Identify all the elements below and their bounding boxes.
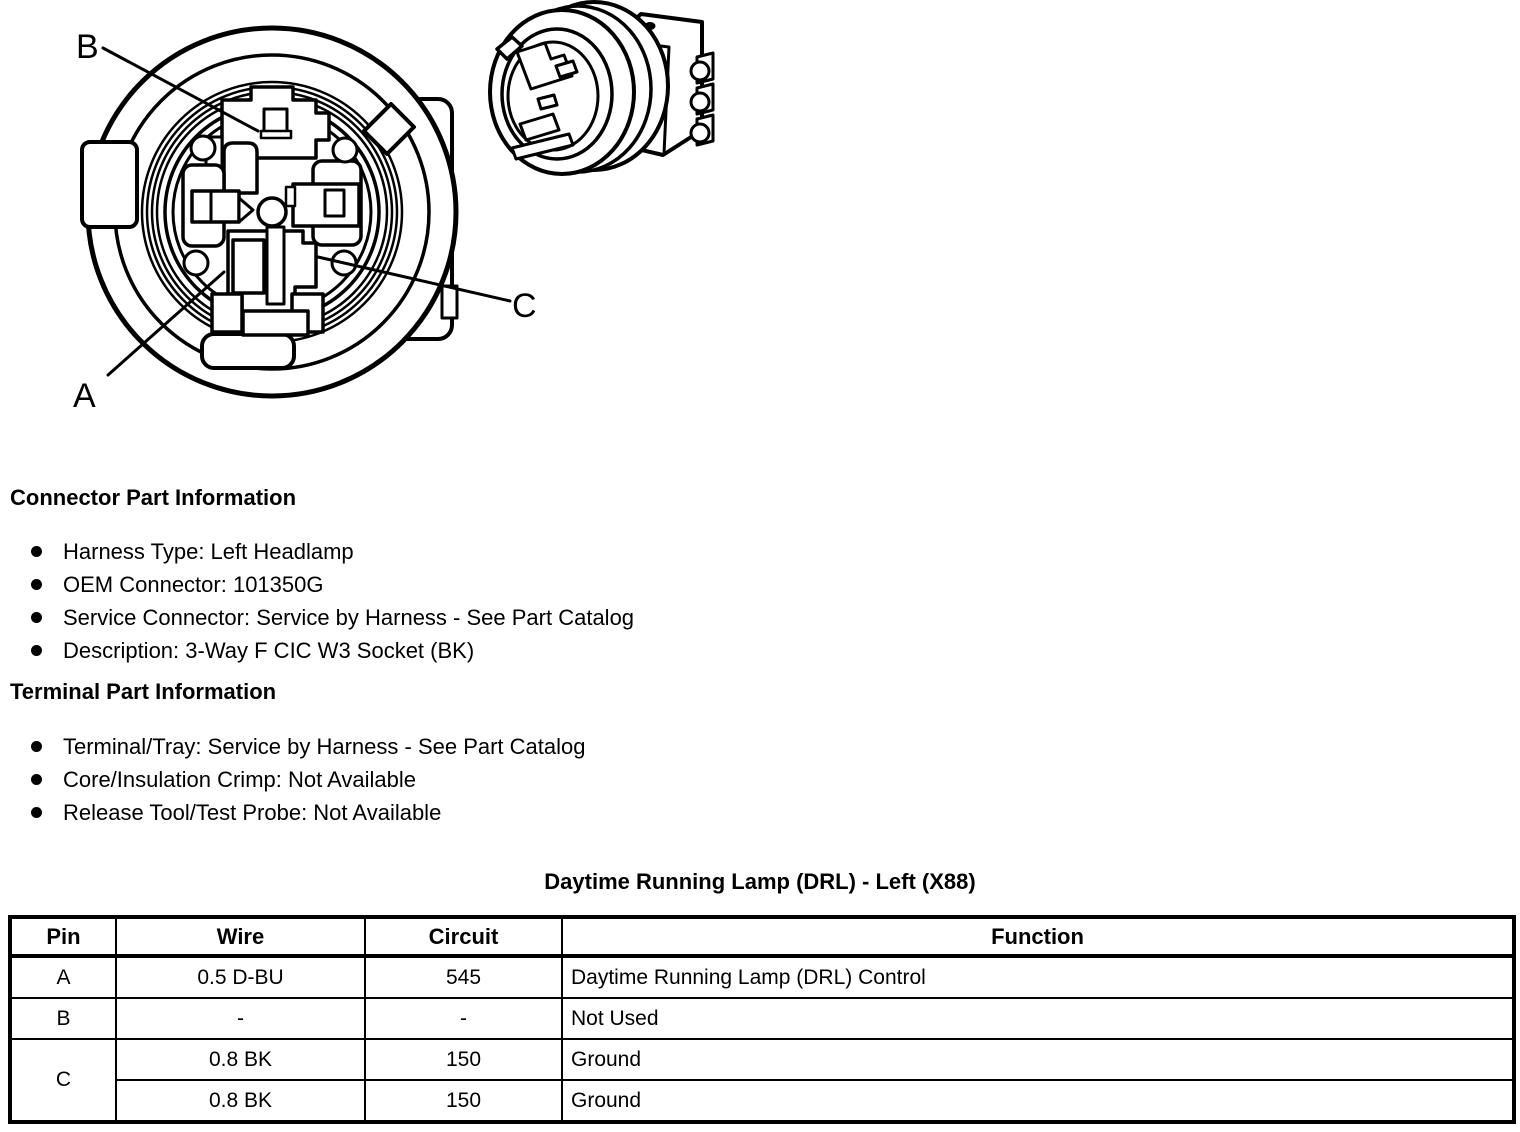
cell-wire: - [116,998,365,1039]
bullet-icon [31,546,42,557]
terminal-part-info-heading: Terminal Part Information [10,679,277,704]
table-header-row [10,917,1514,956]
pinout-table-title: Daytime Running Lamp (DRL) - Left (X88) [544,869,976,894]
list-item-text: Description: 3-Way F CIC W3 Socket (BK) [63,638,475,663]
table-row [10,956,1514,998]
col-header-wire: Wire [116,917,365,956]
guide-hole-bottom-left [184,251,208,275]
list-item [31,540,354,563]
pin-label-b: B [76,28,99,66]
table-row [10,1039,1514,1080]
list-item [31,801,441,824]
bottom-mount-tab [202,334,294,368]
guide-hole-top-right [333,138,357,162]
list-item-text: Service Connector: Service by Harness - See Part Catalog [63,605,635,630]
pin-label-a: A [73,377,96,415]
center-hole [258,198,286,226]
list-item-text: Release Tool/Test Probe: Not Available [63,800,442,825]
connector-side-view [490,2,713,174]
cell-pin-merged: C [10,1039,116,1122]
list-item [31,735,586,758]
bullet-icon [31,645,42,656]
list-item [31,768,416,791]
cell-pin: A [10,956,116,998]
pinout-table [8,915,1516,1124]
cell-wire: 0.5 D-BU [116,956,365,998]
pin-label-c: C [512,287,537,325]
list-item-text: OEM Connector: 101350G [63,572,324,597]
cell-pin: B [10,998,116,1039]
connector-part-info-heading: Connector Part Information [10,485,297,510]
list-item [31,606,634,629]
list-item [31,639,474,662]
table-row [10,998,1514,1039]
col-header-pin: Pin [10,917,116,956]
col-header-function: Function [562,917,1514,956]
bullet-icon [31,579,42,590]
list-item-text: Core/Insulation Crimp: Not Available [63,767,416,792]
cell-wire: 0.8 BK [116,1039,365,1080]
cell-circuit: - [365,998,562,1039]
cell-wire: 0.8 BK [116,1080,365,1122]
connector-diagram [0,0,1520,460]
cell-function: Daytime Running Lamp (DRL) Control [562,956,1514,998]
col-header-circuit: Circuit [365,917,562,956]
connector-front-view [82,28,457,396]
table-row [10,1080,1514,1122]
side-terminal-studs [691,53,713,145]
cell-function: Not Used [562,998,1514,1039]
housing-lock-tab [442,286,457,318]
list-item [31,573,323,596]
bullet-icon [31,774,42,785]
cell-circuit: 545 [365,956,562,998]
left-mount-tab [82,142,137,227]
cell-circuit: 150 [365,1039,562,1080]
guide-hole-top-left [191,136,215,160]
cell-circuit: 150 [365,1080,562,1122]
bullet-icon [31,807,42,818]
bullet-icon [31,612,42,623]
list-item-text: Harness Type: Left Headlamp [63,539,354,564]
list-item-text: Terminal/Tray: Service by Harness - See Part Catalog [63,734,586,759]
cell-function: Ground [562,1080,1514,1122]
bullet-icon [31,741,42,752]
cell-function: Ground [562,1039,1514,1080]
